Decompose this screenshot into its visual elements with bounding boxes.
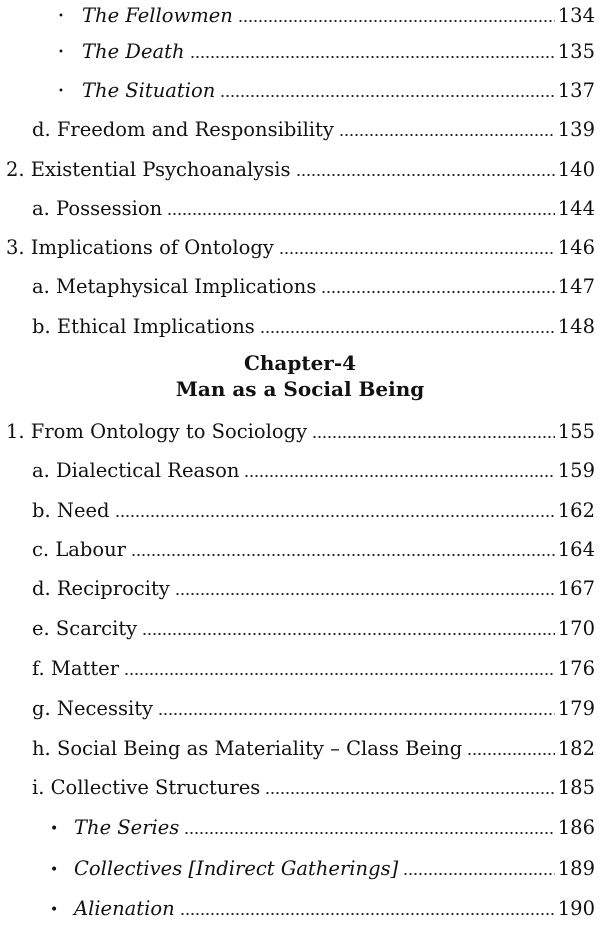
entry-title: 2. Existential Psychoanalysis: [6, 158, 291, 181]
toc-entry-social-being: [32, 733, 595, 761]
bullet-icon: •: [58, 86, 64, 97]
dot-leader: [190, 56, 555, 58]
toc-entry-reciprocity: [32, 573, 595, 601]
dot-leader: [142, 633, 555, 635]
bullet-icon: •: [58, 47, 64, 58]
entry-title: Collectives [Indirect Gatherings]: [74, 857, 399, 880]
dot-leader: [260, 331, 555, 333]
dot-leader: [238, 20, 555, 22]
entry-title: d. Freedom and Responsibility: [32, 118, 334, 141]
entry-title: g. Necessity: [32, 697, 154, 720]
dot-leader: [339, 134, 555, 136]
entry-page: 164: [557, 538, 595, 561]
dot-leader: [220, 95, 554, 97]
entry-page: 155: [557, 420, 595, 443]
entry-page: 140: [557, 158, 595, 181]
chapter-title: Man as a Social Being: [175, 377, 425, 401]
bullet-icon: •: [50, 821, 59, 837]
entry-title: The Series: [74, 816, 180, 839]
dot-leader: [265, 792, 554, 794]
dot-leader: [124, 673, 555, 675]
entry-title: a. Metaphysical Implications: [32, 275, 317, 298]
toc-entry-scarcity: [32, 613, 595, 641]
entry-page: 176: [557, 657, 595, 680]
dot-leader: [167, 213, 555, 215]
bullet-icon: •: [58, 11, 64, 22]
toc-entry-labour: [32, 534, 595, 562]
entry-page: 146: [557, 236, 595, 259]
entry-title: c. Labour: [32, 538, 126, 561]
entry-title: d. Reciprocity: [32, 577, 170, 600]
entry-title: e. Scarcity: [32, 617, 138, 640]
entry-title: b. Need: [32, 499, 110, 522]
toc-entry-metaphysical: [32, 271, 595, 299]
entry-page: 159: [557, 459, 595, 482]
toc-entry-series: [50, 812, 595, 840]
entry-page: 189: [557, 857, 595, 880]
toc-entry-dialectical-reason: [32, 455, 595, 483]
entry-page: 135: [557, 40, 595, 63]
dot-leader: [244, 475, 554, 477]
toc-entry-need: [32, 495, 595, 523]
entry-page: 167: [557, 577, 595, 600]
toc-entry-death: [58, 36, 595, 64]
dot-leader: [115, 515, 555, 517]
entry-title: The Situation: [82, 79, 216, 102]
dot-leader: [312, 436, 555, 438]
entry-page: 137: [557, 79, 595, 102]
dot-leader: [184, 832, 554, 834]
entry-page: 147: [557, 275, 595, 298]
dot-leader: [321, 291, 554, 293]
toc-entry-ethical: [32, 311, 595, 339]
bullet-icon: •: [50, 902, 59, 918]
entry-title: 1. From Ontology to Sociology: [6, 420, 308, 443]
dot-leader: [279, 252, 555, 254]
dot-leader: [467, 753, 555, 755]
entry-page: 162: [557, 499, 595, 522]
toc-entry-situation: [58, 75, 595, 103]
dot-leader: [175, 593, 555, 595]
toc-entry-matter: [32, 653, 595, 681]
entry-page: 190: [557, 897, 595, 920]
dot-leader: [296, 174, 555, 176]
toc-entry-collectives: [50, 853, 595, 881]
entry-page: 148: [557, 315, 595, 338]
entry-page: 134: [557, 4, 595, 27]
toc-entry-fellowmen: [58, 0, 595, 28]
entry-title: Alienation: [74, 897, 175, 920]
toc-entry-implications: [6, 232, 595, 260]
entry-page: 170: [557, 617, 595, 640]
toc-entry-existential-psychoanalysis: [6, 154, 595, 182]
entry-title: 3. Implications of Ontology: [6, 236, 274, 259]
toc-entry-alienation: [50, 893, 595, 921]
entry-title: f. Matter: [32, 657, 120, 680]
entry-title: The Death: [82, 40, 185, 63]
toc-entry-ontology-sociology: [6, 416, 595, 444]
dot-leader: [131, 554, 555, 556]
entry-title: b. Ethical Implications: [32, 315, 255, 338]
toc-entry-freedom: [32, 114, 595, 142]
entry-title: i. Collective Structures: [32, 776, 261, 799]
entry-page: 179: [557, 697, 595, 720]
entry-title: The Fellowmen: [82, 4, 233, 27]
entry-page: 186: [557, 816, 595, 839]
dot-leader: [158, 713, 555, 715]
toc-entry-possession: [32, 193, 595, 221]
bullet-icon: •: [50, 862, 59, 878]
entry-page: 185: [557, 776, 595, 799]
dot-leader: [180, 913, 555, 915]
dot-leader: [403, 873, 555, 875]
entry-title: a. Dialectical Reason: [32, 459, 240, 482]
entry-page: 144: [557, 197, 595, 220]
entry-page: 139: [557, 118, 595, 141]
entry-page: 182: [557, 737, 595, 760]
toc-entry-necessity: [32, 693, 595, 721]
chapter-label: Chapter-4: [243, 351, 357, 375]
toc-entry-collective-structures: [32, 772, 595, 800]
entry-title: a. Possession: [32, 197, 163, 220]
entry-title: h. Social Being as Materiality – Class Being: [32, 737, 463, 760]
